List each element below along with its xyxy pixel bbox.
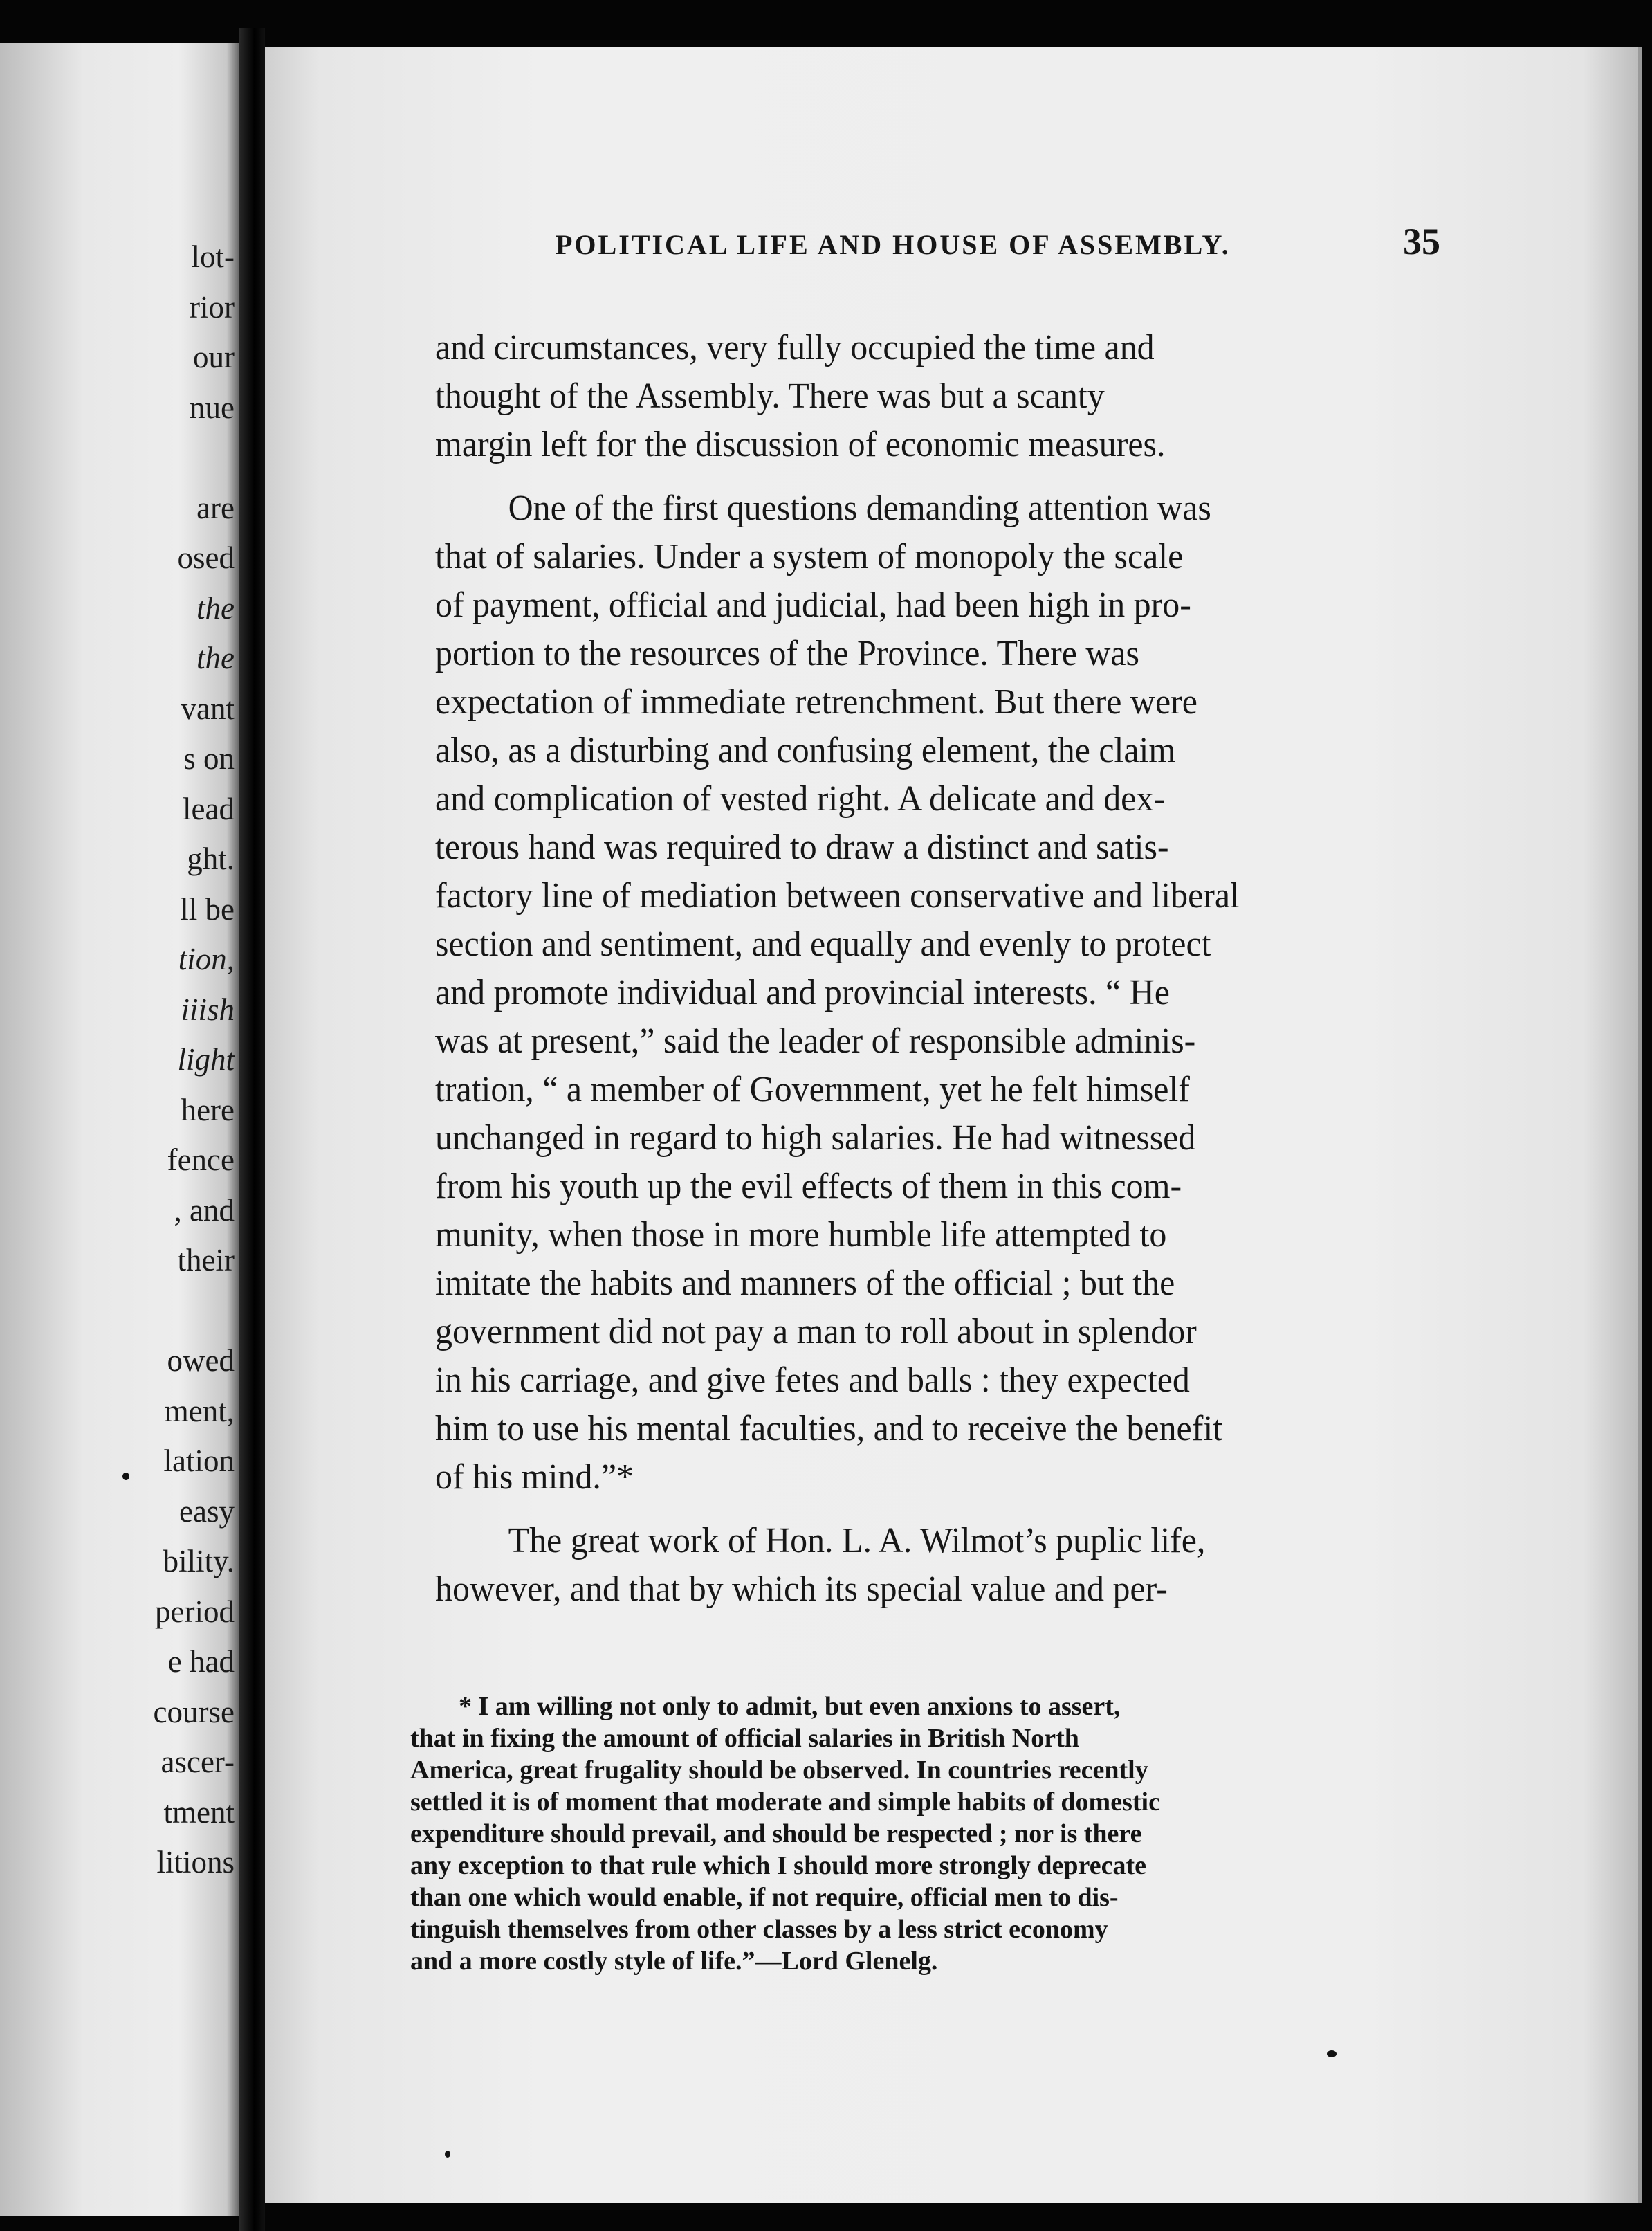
body-line: margin left for the discussion of economic measures. bbox=[435, 425, 1166, 464]
left-page-fragment: ght. bbox=[187, 841, 235, 876]
body-line: of payment, official and judicial, had been high in pro- bbox=[435, 585, 1191, 625]
left-page-fragment: osed bbox=[177, 540, 235, 575]
ink-speck bbox=[122, 1473, 129, 1480]
left-page-fragment: light bbox=[177, 1042, 235, 1077]
body-line: was at present,” said the leader of responsible adminis- bbox=[435, 1021, 1196, 1061]
footnote-line: tinguish themselves from other classes by a less strict economy bbox=[410, 1915, 1108, 1944]
body-line: and complication of vested right. A delicate and dex- bbox=[435, 779, 1165, 819]
left-page-fragment: s on bbox=[183, 741, 235, 776]
body-line: imitate the habits and manners of the official ; but the bbox=[435, 1264, 1175, 1303]
body-line: and circumstances, very fully occupied the time and bbox=[435, 328, 1155, 367]
footnote-line: * I am willing not only to admit, but even anxions to assert, bbox=[459, 1692, 1121, 1721]
body-line: and promote individual and provincial interests. “ He bbox=[435, 973, 1170, 1012]
left-page-fragment: the bbox=[196, 641, 235, 675]
paragraph-break bbox=[435, 469, 1642, 484]
body-line: One of the first questions demanding attention was bbox=[508, 489, 1211, 528]
left-page-fragment: owed bbox=[167, 1343, 235, 1378]
footnote-line: and a more costly style of life.”—Lord Glenelg. bbox=[410, 1947, 938, 1976]
left-page-fragment: tion, bbox=[178, 942, 235, 976]
left-page-fragment: tment bbox=[163, 1794, 235, 1830]
book-page bbox=[265, 47, 1642, 2203]
left-page-fragment: period bbox=[155, 1594, 235, 1629]
footnote-line: that in fixing the amount of official salaries in British North bbox=[410, 1724, 1079, 1753]
body-line: however, and that by which its special value and per- bbox=[435, 1569, 1168, 1609]
left-page-fragment: lation bbox=[163, 1444, 235, 1478]
left-page-fragment: fence bbox=[167, 1142, 235, 1177]
left-page-fragment: course bbox=[153, 1694, 235, 1729]
left-page-fragment: are bbox=[196, 490, 235, 525]
footnote-line: settled it is of moment that moderate and simple habits of domestic bbox=[410, 1787, 1160, 1816]
footnote-line: America, great frugality should be observed. In countries recently bbox=[410, 1756, 1148, 1785]
left-page-fragment: bility. bbox=[163, 1544, 235, 1578]
footnote-line: than one which would enable, if not require, official men to dis- bbox=[410, 1883, 1119, 1912]
left-page-fragment: our bbox=[193, 340, 235, 374]
body-line: The great work of Hon. L. A. Wilmot’s puplic life, bbox=[508, 1521, 1206, 1560]
footnote-line: any exception to that rule which I should more strongly deprecate bbox=[410, 1851, 1146, 1880]
left-page-fragment: iiish bbox=[181, 992, 235, 1027]
body-text bbox=[435, 324, 1642, 1614]
facing-page-fragment bbox=[0, 43, 239, 2216]
book-gutter bbox=[239, 28, 265, 2231]
ink-speck bbox=[1327, 2050, 1337, 2057]
left-page-fragment: ment, bbox=[164, 1393, 235, 1428]
body-line: section and sentiment, and equally and evenly to protect bbox=[435, 925, 1211, 964]
left-page-fragment: nue bbox=[190, 390, 235, 425]
left-page-fragment: ascer- bbox=[160, 1745, 235, 1779]
left-page-fragment: lot- bbox=[191, 239, 235, 274]
footnote-line: expenditure should prevail, and should be respected ; nor is there bbox=[410, 1819, 1142, 1848]
left-page-fragment: here bbox=[181, 1092, 235, 1127]
paragraph-break bbox=[435, 1502, 1642, 1517]
body-line: him to use his mental faculties, and to receive the benefit bbox=[435, 1409, 1223, 1448]
footnote bbox=[410, 1691, 1642, 1977]
left-page-fragment: , and bbox=[174, 1192, 235, 1228]
left-page-fragment: rior bbox=[190, 289, 235, 325]
body-line: expectation of immediate retrenchment. But there were bbox=[435, 682, 1197, 722]
body-line: thought of the Assembly. There was but a scanty bbox=[435, 376, 1105, 416]
left-page-fragment: vant bbox=[181, 691, 235, 726]
body-line: factory line of mediation between conservative and liberal bbox=[435, 876, 1240, 916]
ink-speck bbox=[445, 2151, 450, 2158]
left-page-fragment: easy bbox=[179, 1493, 235, 1529]
body-line: that of salaries. Under a system of monopoly the scale bbox=[435, 537, 1184, 576]
body-line: from his youth up the evil effects of them in this com- bbox=[435, 1167, 1182, 1206]
left-page-fragment: the bbox=[196, 590, 235, 626]
left-page-fragment: lead bbox=[183, 791, 235, 826]
left-page-fragment: e had bbox=[167, 1644, 235, 1679]
body-line: also, as a disturbing and confusing element, the claim bbox=[435, 731, 1176, 770]
body-line: tration, “ a member of Government, yet he felt himself bbox=[435, 1070, 1190, 1109]
page-number: 35 bbox=[1403, 221, 1440, 262]
body-line: munity, when those in more humble life attempted to bbox=[435, 1215, 1167, 1255]
left-page-fragment: litions bbox=[156, 1845, 235, 1879]
left-page-fragment: ll be bbox=[180, 891, 235, 927]
body-line: of his mind.”* bbox=[435, 1457, 634, 1497]
body-line: portion to the resources of the Province. There was bbox=[435, 634, 1139, 673]
running-header: POLITICAL LIFE AND HOUSE OF ASSEMBLY. bbox=[556, 229, 1231, 260]
body-line: terous hand was required to draw a distinct and satis- bbox=[435, 828, 1169, 867]
body-line: in his carriage, and give fetes and balls : they expected bbox=[435, 1360, 1190, 1400]
body-line: government did not pay a man to roll about in splendor bbox=[435, 1312, 1197, 1351]
body-line: unchanged in regard to high salaries. He had witnessed bbox=[435, 1118, 1196, 1158]
left-page-fragment: their bbox=[177, 1243, 235, 1277]
